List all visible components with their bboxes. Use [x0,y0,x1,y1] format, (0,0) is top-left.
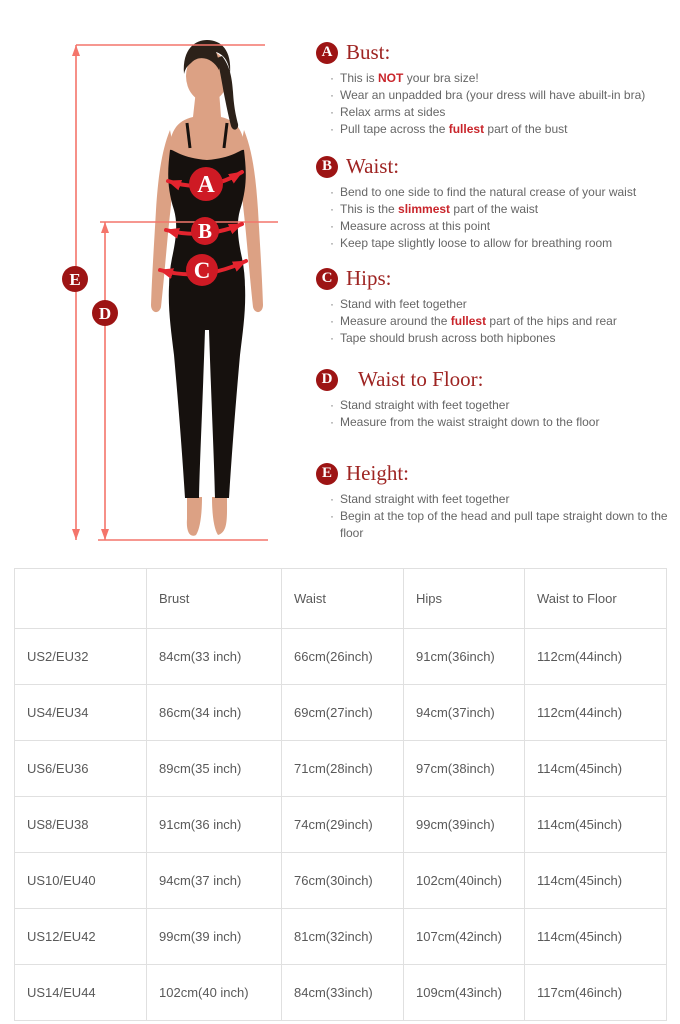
measurement-cell: 74cm(29inch) [282,797,404,853]
measurement-cell: 109cm(43inch) [404,965,525,1021]
model-right-foot [212,497,227,535]
section-title: Hips: [346,266,392,290]
measure-instructions [316,40,678,558]
column-header: Brust [147,569,282,629]
model-measurement-diagram [0,0,320,560]
bullet-text: Begin at the top of the head and pull tape straight down to the floor [340,509,668,540]
size-table [14,568,667,1021]
section-title: Waist: [346,154,400,178]
measurement-cell: 71cm(28inch) [282,741,404,797]
bullet-item [330,70,678,87]
bullet-dot: · [330,88,334,102]
size-label: US8/EU38 [15,797,147,853]
bullet-text: Measure from the waist straight down to the floor [340,415,600,429]
bullet-text: Measure around the fullest part of the hips and rear [340,314,617,328]
bullet-item [330,508,678,542]
measurement-cell: 94cm(37inch) [404,685,525,741]
height-marker [62,266,88,292]
bullet-text: This is the slimmest part of the waist [340,202,539,216]
waist-marker-letter: B [197,219,213,243]
bullet-item [330,330,678,347]
emphasis-text: slimmest [398,202,451,216]
bullet-text: Wear an unpadded bra (your dress will have abuilt-in bra) [340,88,646,102]
measurement-cell: 112cm(44inch) [525,685,667,741]
emphasis-text: fullest [448,122,485,136]
bullet-dot: · [330,219,334,233]
measurement-cell: 102cm(40 inch) [147,965,282,1021]
table-row [15,853,667,909]
waist-floor-arrow-down-icon [101,529,109,540]
measurement-cell: 86cm(34 inch) [147,685,282,741]
measurement-cell: 114cm(45inch) [525,797,667,853]
measurement-figure [0,0,320,560]
bullet-dot: · [330,297,334,311]
emphasis-text: fullest [450,314,487,328]
waist-to-floor-marker-letter: D [98,304,112,323]
section-letter-badge: E [316,463,338,485]
bullet-item [330,104,678,121]
bullet-text: Tape should brush across both hipbones [340,331,556,345]
section-title: Waist to Floor: [358,367,484,391]
column-header: Waist to Floor [525,569,667,629]
bullet-text: Measure across at this point [340,219,491,233]
hips-marker-letter: C [193,258,211,283]
column-header: Waist [282,569,404,629]
bullet-text: Bend to one side to find the natural crease of your waist [340,185,637,199]
measurement-cell: 89cm(35 inch) [147,741,282,797]
section-letter-badge: B [316,156,338,178]
section-bullets [330,397,678,431]
measurement-cell: 81cm(32inch) [282,909,404,965]
section-letter-badge: C [316,268,338,290]
bullet-item [330,201,678,218]
column-header [15,569,147,629]
instruction-section-b [316,154,678,252]
bullet-item [330,414,678,431]
measurement-cell: 102cm(40inch) [404,853,525,909]
size-label: US2/EU32 [15,629,147,685]
size-label: US10/EU40 [15,853,147,909]
measurement-cell: 99cm(39inch) [404,797,525,853]
bullet-item [330,121,678,138]
size-label: US4/EU34 [15,685,147,741]
section-letter-badge: D [316,369,338,391]
measurement-cell: 84cm(33inch) [282,965,404,1021]
model-left-foot [187,497,202,536]
bullet-item [330,184,678,201]
section-header [316,367,678,392]
bullet-dot: · [330,492,334,506]
table-row [15,629,667,685]
bullet-dot: · [330,236,334,250]
bullet-item [330,235,678,252]
section-bullets [330,184,678,252]
measurement-cell: 69cm(27inch) [282,685,404,741]
table-row [15,685,667,741]
height-marker-letter: E [69,270,81,289]
model-photo [151,40,263,536]
measurement-cell: 107cm(42inch) [404,909,525,965]
measurement-cell: 114cm(45inch) [525,741,667,797]
bullet-dot: · [330,415,334,429]
section-title: Bust: [346,40,391,64]
column-header: Hips [404,569,525,629]
bullet-dot: · [330,185,334,199]
measurement-cell: 97cm(38inch) [404,741,525,797]
measurement-cell: 94cm(37 inch) [147,853,282,909]
section-bullets [330,296,678,347]
table-row [15,965,667,1021]
section-bullets [330,70,678,138]
bullet-item [330,397,678,414]
bullet-item [330,313,678,330]
table-row [15,909,667,965]
bust-marker-letter: A [197,172,215,198]
size-table-head [15,569,667,629]
measurement-cell: 91cm(36inch) [404,629,525,685]
emphasis-text: NOT [378,71,404,85]
measurement-cell: 91cm(36 inch) [147,797,282,853]
bullet-item [330,296,678,313]
instruction-section-a [316,40,678,138]
bullet-text: Stand straight with feet together [340,492,510,506]
bullet-item [330,87,678,104]
bullet-text: Pull tape across the fullest part of the bust [340,122,568,136]
measurement-cell: 99cm(39 inch) [147,909,282,965]
size-label: US14/EU44 [15,965,147,1021]
bullet-dot: · [330,71,334,85]
bullet-text: Keep tape slightly loose to allow for breathing room [340,236,613,250]
section-header [316,154,678,179]
section-title: Height: [346,461,409,485]
bullet-item [330,218,678,235]
measurement-cell: 114cm(45inch) [525,909,667,965]
bullet-item [330,491,678,508]
measurement-cell: 112cm(44inch) [525,629,667,685]
height-arrow-down-icon [72,529,80,540]
section-header [316,40,678,65]
section-header [316,266,678,291]
table-row [15,797,667,853]
table-row [15,741,667,797]
section-letter-badge: A [316,42,338,64]
section-bullets [330,491,678,542]
leggings [169,286,245,498]
instruction-section-d [316,367,678,431]
instruction-section-c [316,266,678,347]
height-arrow-up-icon [72,45,80,56]
bullet-dot: · [330,202,334,216]
measurement-cell: 76cm(30inch) [282,853,404,909]
bullet-text: This is NOT your bra size! [340,71,479,85]
header-row [15,569,667,629]
bullet-text: Stand straight with feet together [340,398,510,412]
measurement-cell: 66cm(26inch) [282,629,404,685]
bullet-dot: · [330,105,334,119]
bullet-text: Stand with feet together [340,297,467,311]
bullet-dot: · [330,509,334,523]
bullet-dot: · [330,122,334,136]
measurement-cell: 117cm(46inch) [525,965,667,1021]
measurement-cell: 114cm(45inch) [525,853,667,909]
size-table-body [15,629,667,1021]
bullet-text: Relax arms at sides [340,105,446,119]
measurement-cell: 84cm(33 inch) [147,629,282,685]
bullet-dot: · [330,331,334,345]
section-header [316,461,678,486]
instruction-section-e [316,461,678,542]
size-label: US12/EU42 [15,909,147,965]
size-label: US6/EU36 [15,741,147,797]
bullet-dot: · [330,314,334,328]
bullet-dot: · [330,398,334,412]
waist-to-floor-marker [92,300,118,326]
waist-floor-arrow-up-icon [101,222,109,233]
